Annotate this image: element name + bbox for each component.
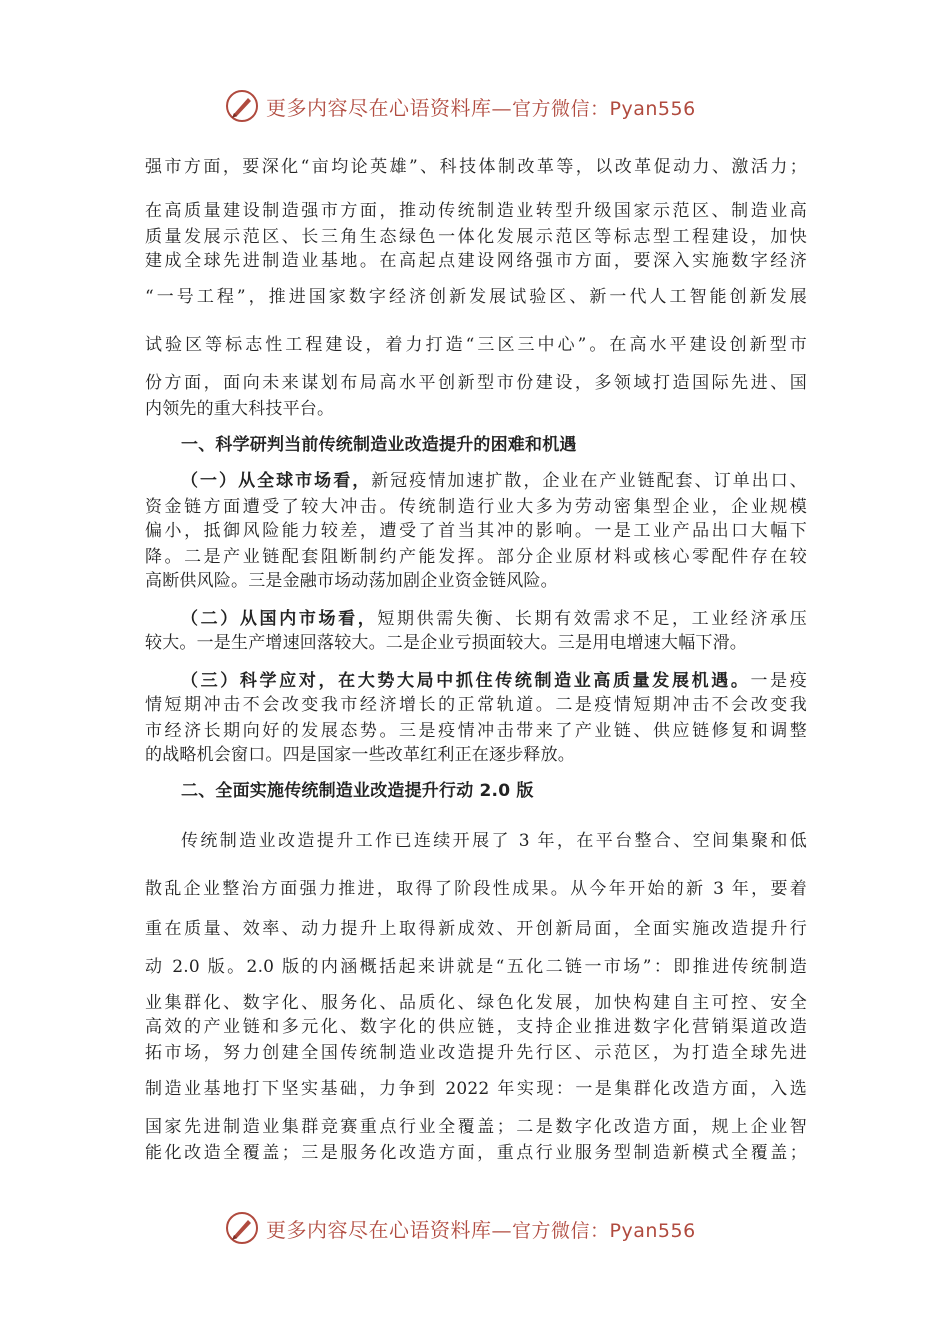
text-line: 高效的产业链和多元化、数字化的供应链，支持企业推进数字化营销渠道改造 [145,1017,807,1037]
text-line: 强市方面，要深化“亩均论英雄”、科技体制改革等，以改革促动力、激活力； [145,157,807,177]
text-line: 重在质量、效率、动力提升上取得新成效、开创新局面，全面实施改造提升行 [145,919,807,939]
text-line: 建成全球先进制造业基地。在高起点建设网络强市方面，要深入实施数字经济 [145,251,807,271]
banner-text: 更多内容尽在心语资料库—官方微信：Pyan556 [266,96,696,120]
text-line: 在高质量建设制造强市方面，推动传统制造业转型升级国家示范区、制造业高 [145,201,807,221]
footer-banner [0,1208,950,1248]
paragraph-2-first-line: （二）从国内市场看，短期供需失衡、长期有效需求不足，工业经济承压 [181,609,807,629]
text-line: 市经济长期向好的发展态势。三是疫情冲击带来了产业链、供应链修复和调整 [145,721,807,741]
section-heading-2: 二、全面实施传统制造业改造提升行动 2.0 版 [181,781,534,801]
header-banner [0,86,950,126]
text-line: 内领先的重大科技平台。 [145,399,335,419]
text-line: 国家先进制造业集群竞赛重点行业全覆盖；二是数字化改造方面，规上企业智 [145,1117,807,1137]
text-line: 传统制造业改造提升工作已连续开展了 3 年，在平台整合、空间集聚和低 [181,831,807,851]
paragraph-1-first-line: （一）从全球市场看，新冠疫情加速扩散，企业在产业链配套、订单出口、 [181,471,807,491]
text-line: 业集群化、数字化、服务化、品质化、绿色化发展，加快构建自主可控、安全 [145,993,807,1013]
banner-text: 更多内容尽在心语资料库—官方微信：Pyan556 [266,1218,696,1242]
paragraph-1-lead: （一）从全球市场看， [181,471,372,491]
paragraph-3-first-line: （三）科学应对，在大势大局中抓住传统制造业高质量发展机遇。一是疫 [181,671,807,691]
text-line: 的战略机会窗口。四是国家一些改革红利正在逐步释放。 [145,745,575,765]
text-line: 质量发展示范区、长三角生态绿色一体化发展示范区等标志型工程建设，加快 [145,227,807,247]
pen-logo-icon [224,1210,260,1246]
pen-logo-icon [224,88,260,124]
paragraph-2-lead: （二）从国内市场看， [181,609,378,629]
text-line: 能化改造全覆盖；三是服务化改造方面，重点行业服务型制造新模式全覆盖； [145,1143,807,1163]
paragraph-3-lead: （三）科学应对，在大势大局中抓住传统制造业高质量发展机遇。 [181,671,751,691]
text-line: 降。二是产业链配套阻断制约产能发挥。部分企业原材料或核心零配件存在较 [145,547,807,567]
text-line: 偏小，抵御风险能力较差，遭受了首当其冲的影响。一是工业产品出口大幅下 [145,521,807,541]
text-line: 份方面，面向未来谋划布局高水平创新型市份建设，多领域打造国际先进、国 [145,373,807,393]
text-line: 试验区等标志性工程建设，着力打造“三区三中心”。在高水平建设创新型市 [145,335,807,355]
section-heading-1: 一、科学研判当前传统制造业改造提升的困难和机遇 [181,435,577,455]
text-line: 动 2.0 版。2.0 版的内涵概括起来讲就是“五化二链一市场”：即推进传统制造 [145,957,807,977]
text-line: 制造业基地打下坚实基础，力争到 2022 年实现：一是集群化改造方面，入选 [145,1079,807,1099]
text-line: 资金链方面遭受了较大冲击。传统制造行业大多为劳动密集型企业，企业规模 [145,497,807,517]
text-line: 散乱企业整治方面强力推进，取得了阶段性成果。从今年开始的新 3 年，要着 [145,879,807,899]
text-line: 高断供风险。三是金融市场动荡加剧企业资金链风险。 [145,571,558,591]
text-line: 拓市场，努力创建全国传统制造业改造提升先行区、示范区，为打造全球先进 [145,1043,807,1063]
text-line: 较大。一是生产增速回落较大。二是企业亏损面较大。三是用电增速大幅下滑。 [145,633,747,653]
text-line: 情短期冲击不会改变我市经济增长的正常轨道。二是疫情短期冲击不会改变我 [145,695,807,715]
text-line: “一号工程”，推进国家数字经济创新发展试验区、新一代人工智能创新发展 [145,287,807,307]
